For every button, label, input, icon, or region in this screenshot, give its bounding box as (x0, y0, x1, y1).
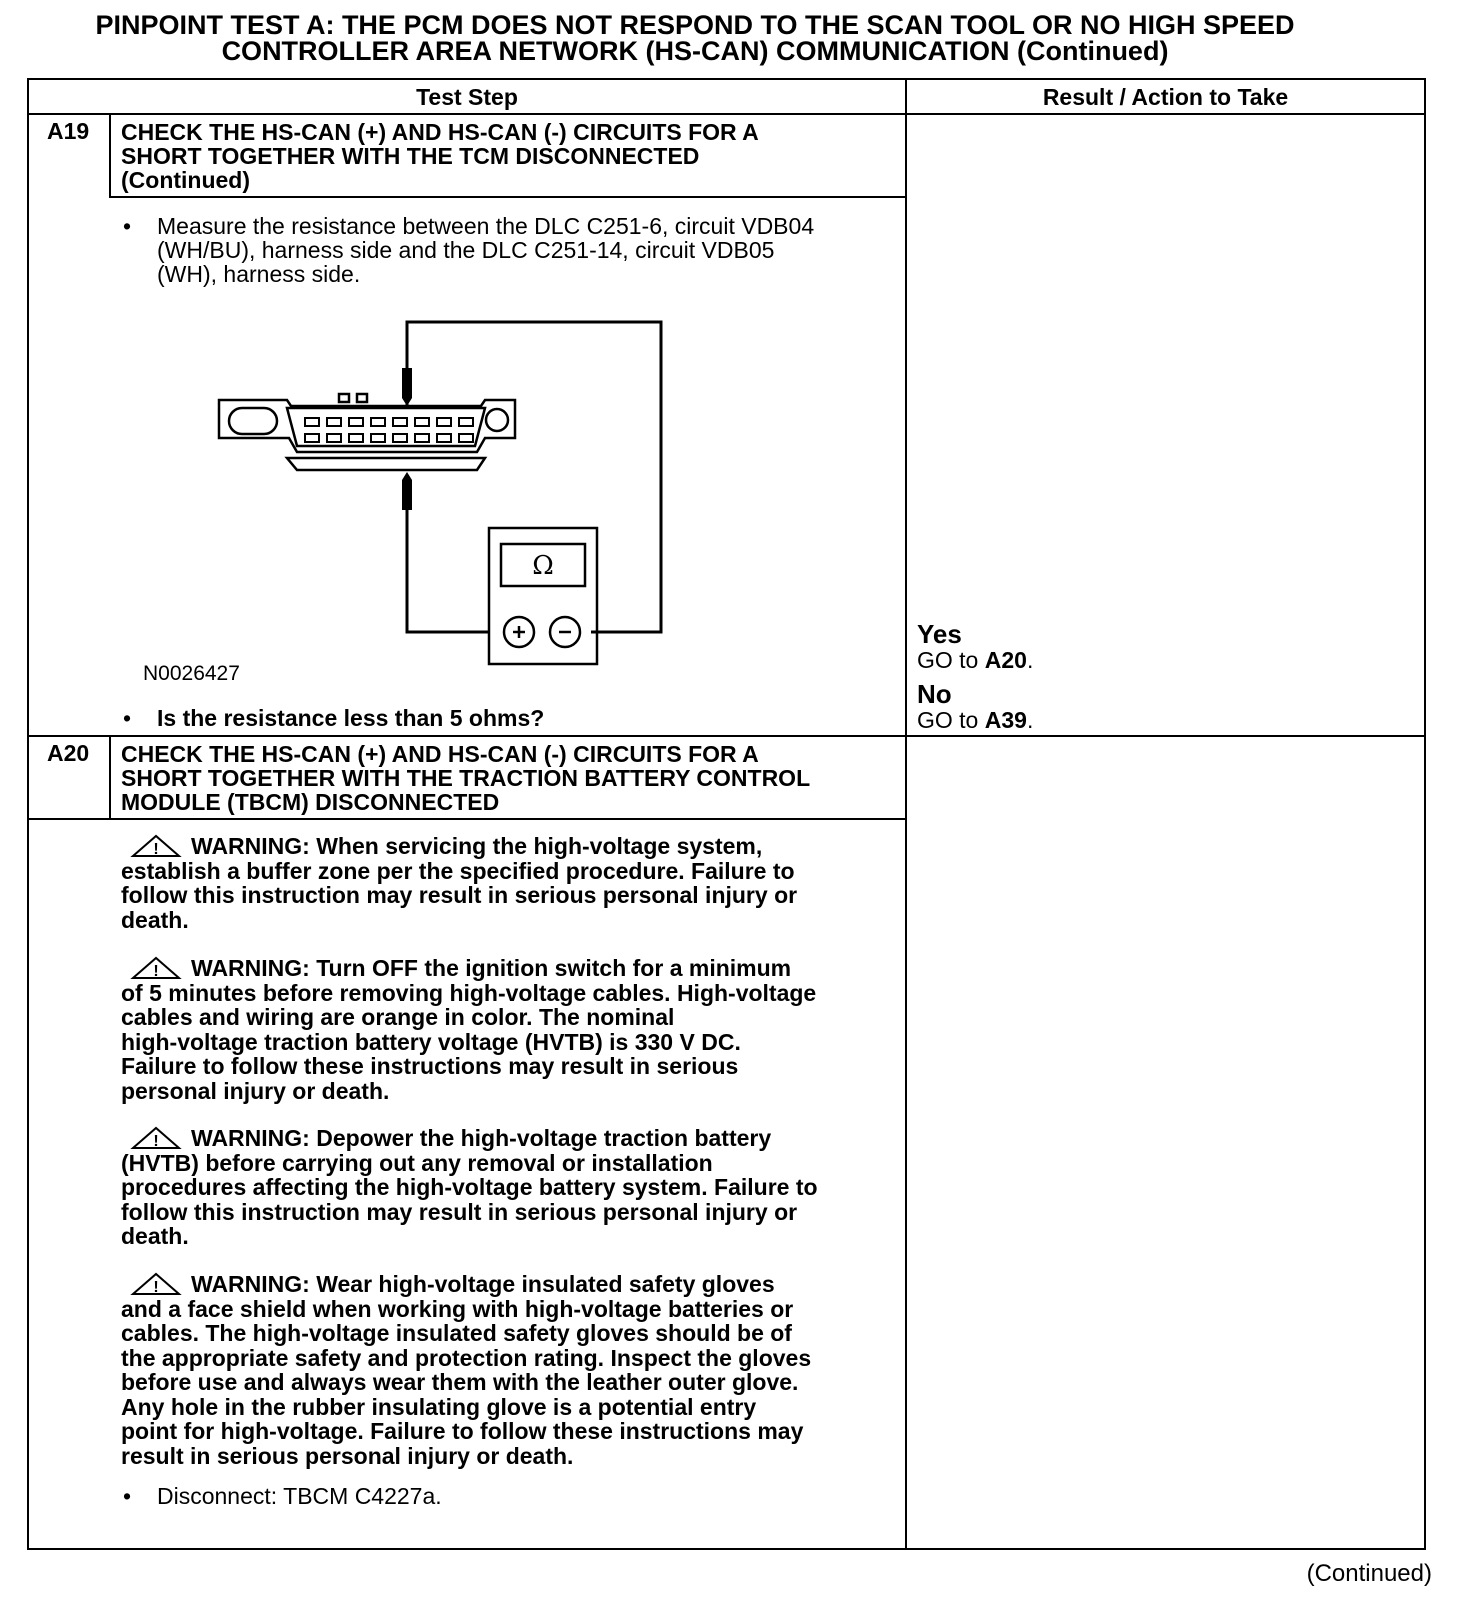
step-a19-title-line: SHORT TOGETHER WITH THE TCM DISCONNECTED (121, 143, 700, 169)
dlc-pins-top (305, 418, 473, 426)
result-label-yes: Yes (917, 619, 962, 649)
result-action-yes: GO to A20. (917, 647, 1034, 673)
step-a19-result-yes (917, 620, 1033, 672)
warning-triangle-icon (129, 956, 183, 980)
probe-bottom (402, 480, 412, 510)
continued-footer: (Continued) (1306, 1560, 1432, 1587)
step-a19-title (121, 120, 759, 192)
header-test-step: Test Step (416, 84, 518, 110)
result-target-link[interactable]: A39 (984, 707, 1027, 733)
step-a19-title-line: CHECK THE HS-CAN (+) AND HS-CAN (-) CIRCUITS FOR A (121, 119, 759, 145)
warning-triangle-icon (129, 1272, 183, 1296)
step-a19-title-divider (109, 196, 905, 198)
step-a19-id: A19 (47, 118, 90, 144)
page-title (0, 12, 1390, 64)
header-result-action: Result / Action to Take (1042, 84, 1289, 110)
step-a19-instruction-line: (WH), harness side. (157, 261, 361, 287)
step-a20-id: A20 (47, 740, 90, 766)
dlc-connector (219, 394, 515, 470)
dlc-pins-bottom (305, 434, 473, 442)
page-title-line-2: CONTROLLER AREA NETWORK (HS-CAN) COMMUNICATION (Continued) (221, 36, 1169, 66)
ohmmeter (489, 528, 597, 664)
step-a19-question-text: Is the resistance less than 5 ohms? (157, 705, 545, 731)
pinpoint-test-table (27, 78, 1426, 1550)
step-a20-title-divider (29, 818, 905, 820)
warning-triangle-icon (129, 1126, 183, 1150)
figure-id: N0026427 (143, 662, 240, 685)
step-a19-id-divider (109, 114, 111, 198)
result-target-link[interactable]: A20 (984, 647, 1027, 673)
bullet-icon: • (123, 213, 132, 239)
svg-text:!: ! (153, 1279, 159, 1296)
step-a20-title-line: SHORT TOGETHER WITH THE TRACTION BATTERY CONTROL (121, 765, 811, 791)
page-title-line-1: PINPOINT TEST A: THE PCM DOES NOT RESPOND TO THE SCAN TOOL OR NO HIGH SPEED (95, 10, 1295, 40)
step-a20-instruction-text: Disconnect: TBCM C4227a. (157, 1483, 442, 1509)
ohm-symbol: Ω (532, 551, 554, 581)
step-a19-instruction-line: Measure the resistance between the DLC C251-6, circuit VDB04 (157, 213, 815, 239)
step-a19-title-line: (Continued) (121, 167, 251, 193)
svg-text:!: ! (153, 963, 159, 980)
warning-4: ! WARNING: Wear high-voltage insulated safety gloves and a face shield when working with high-voltage batteries or cables. The high-voltage insulated safety gloves should be of the appropriate safety and protection rating. Inspect the gloves before use and always wear them with the leather outer glove. Any hole in the rubber insulating glove is a potential entry point for high-voltage. Failure to follow these instructions may result in serious personal injury or death. (121, 1271, 812, 1469)
step-a20-title-line: CHECK THE HS-CAN (+) AND HS-CAN (-) CIRCUITS FOR A (121, 741, 759, 767)
step-a20-title (121, 742, 810, 814)
svg-text:!: ! (153, 1133, 159, 1150)
warning-1: ! WARNING: When servicing the high-voltage system, establish a buffer zone per the specified procedure. Failure to follow this instruction may result in serious personal injury or death. (121, 833, 798, 933)
bullet-icon: • (123, 705, 132, 731)
result-action-no: GO to A39. (917, 707, 1034, 733)
probe-top (402, 368, 412, 398)
step-a20-title-line: MODULE (TBCM) DISCONNECTED (121, 789, 500, 815)
warning-2: ! WARNING: Turn OFF the ignition switch for a minimum of 5 minutes before removing high-voltage cables. High-voltage cables and wiring are orange in color. The nominal high-voltage traction battery voltage (HVTB) is 330 V DC. Failure to follow these instructions may result in serious personal injury or death. (121, 955, 817, 1104)
warning-3: ! WARNING: Depower the high-voltage traction battery (HVTB) before carrying out any removal or installation procedures affecting the high-voltage battery system. Failure to follow this instruction may result in serious personal injury or death. (121, 1125, 818, 1249)
svg-text:!: ! (153, 841, 159, 858)
step-a20-id-divider (109, 737, 111, 819)
step-a19-instruction-line: (WH/BU), harness side and the DLC C251-14, circuit VDB05 (157, 237, 775, 263)
meter-lead-positive (407, 500, 489, 632)
step-a19-instruction (123, 213, 815, 287)
step-a19-result-no (917, 680, 1033, 732)
dlc-ohmmeter-diagram (209, 310, 689, 680)
step-a19-question (123, 705, 545, 731)
column-divider (905, 80, 907, 1548)
step-row-divider (29, 735, 1424, 737)
bullet-icon: • (123, 1483, 132, 1509)
warning-triangle-icon (129, 834, 183, 858)
result-label-no: No (917, 679, 952, 709)
step-a20-instruction (123, 1483, 442, 1509)
